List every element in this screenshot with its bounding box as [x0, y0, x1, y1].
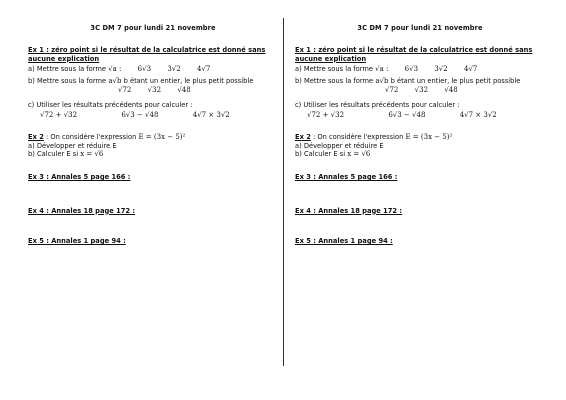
- ex1-b-text: b) Mettre sous la forme: [28, 76, 107, 85]
- ex2-intro: [295, 133, 545, 142]
- ex1-c-items: [307, 111, 545, 120]
- ex3-heading: Ex 3 : Annales 5 page 166 :: [28, 173, 131, 182]
- ex1-a-text: a) Mettre sous la forme: [295, 64, 374, 73]
- ex2-label: Ex 2: [295, 133, 311, 142]
- ex2-intro: [28, 133, 278, 142]
- ex2-part-b: [28, 150, 278, 159]
- ex1-c-item: 4√7 × 3√2: [192, 110, 230, 119]
- ex1-b-items: [118, 86, 278, 95]
- ex1-b-rest: b étant un entier, le plus petit possible: [390, 76, 521, 85]
- ex5-heading: Ex 5 : Annales 1 page 94 :: [295, 236, 393, 245]
- ex2-part-a: a) Développer et réduire E: [28, 142, 117, 151]
- ex1-b-item: √72: [385, 86, 399, 95]
- ex2-part-b: [295, 150, 545, 159]
- ex2-expression: E = (3x − 5)²: [405, 133, 453, 142]
- ex1-c-item: √72 + √32: [40, 110, 78, 119]
- ex1-a-item: 4√7: [196, 64, 211, 73]
- ex2-b-text: b) Calculer E si: [295, 150, 346, 159]
- ex1-b-item: √32: [147, 86, 162, 95]
- ex2-b-expr: x = √6: [347, 150, 371, 159]
- ex1-c-items: [40, 111, 278, 120]
- ex1-c-text: c) Utiliser les résultats précédents pour calculer :: [295, 101, 460, 110]
- ex1-b-form: a√b: [375, 76, 389, 85]
- ex1-part-a: [295, 65, 545, 74]
- ex1-b-form: a√b: [108, 76, 122, 85]
- worksheet-left: [28, 24, 278, 252]
- ex2-intro-text: : On considère l'expression: [310, 133, 404, 142]
- ex1-c-item: 6√3 − √48: [121, 110, 159, 119]
- ex1-c-text: c) Utiliser les résultats précédents pour calculer :: [28, 101, 193, 110]
- ex1-b-items: [385, 86, 545, 95]
- ex5-heading: Ex 5 : Annales 1 page 94 :: [28, 236, 126, 245]
- ex1-heading: Ex 1 : zéro point si le résultat de la calculatrice est donné sans aucune explication: [28, 46, 266, 63]
- ex1-a-item: 6√3: [137, 64, 152, 73]
- ex3-heading: Ex 3 : Annales 5 page 166 :: [295, 173, 398, 182]
- column-divider: [283, 18, 284, 366]
- ex2-label: Ex 2: [28, 133, 44, 142]
- ex4-heading: Ex 4 : Annales 18 page 172 :: [295, 206, 403, 215]
- ex1-part-b: [28, 77, 278, 86]
- ex1-b-rest: b étant un entier, le plus petit possible: [123, 76, 254, 85]
- ex1-part-a: [28, 65, 278, 74]
- worksheet-title: 3C DM 7 pour lundi 21 novembre: [90, 24, 216, 32]
- worksheet-title: 3C DM 7 pour lundi 21 novembre: [357, 24, 483, 32]
- ex1-c-item: √72 + √32: [307, 110, 345, 119]
- ex1-b-item: √32: [414, 86, 429, 95]
- ex1-b-item: √48: [177, 86, 191, 95]
- ex2-b-text: b) Calculer E si: [28, 150, 79, 159]
- ex1-a-item: 4√7: [463, 64, 478, 73]
- ex1-c-item: 6√3 − √48: [388, 110, 426, 119]
- ex2-intro-text: : On considère l'expression: [43, 133, 137, 142]
- ex1-a-item: 3√2: [167, 64, 181, 73]
- worksheet-right: [295, 24, 545, 252]
- ex2-b-expr: x = √6: [80, 150, 104, 159]
- ex1-c-item: 4√7 × 3√2: [459, 110, 497, 119]
- ex1-a-text: a) Mettre sous la forme: [28, 64, 107, 73]
- ex1-a-form: √a :: [108, 64, 122, 73]
- ex4-heading: Ex 4 : Annales 18 page 172 :: [28, 206, 136, 215]
- ex1-b-item: √48: [444, 86, 458, 95]
- ex1-heading: Ex 1 : zéro point si le résultat de la calculatrice est donné sans aucune explication: [295, 46, 533, 63]
- ex1-part-b: [295, 77, 545, 86]
- ex1-a-item: 3√2: [434, 64, 448, 73]
- ex2-part-a: a) Développer et réduire E: [295, 142, 384, 151]
- ex1-a-form: √a :: [375, 64, 389, 73]
- ex2-expression: E = (3x − 5)²: [138, 133, 186, 142]
- ex1-b-item: √72: [118, 86, 132, 95]
- ex1-b-text: b) Mettre sous la forme: [295, 76, 374, 85]
- ex1-a-item: 6√3: [404, 64, 419, 73]
